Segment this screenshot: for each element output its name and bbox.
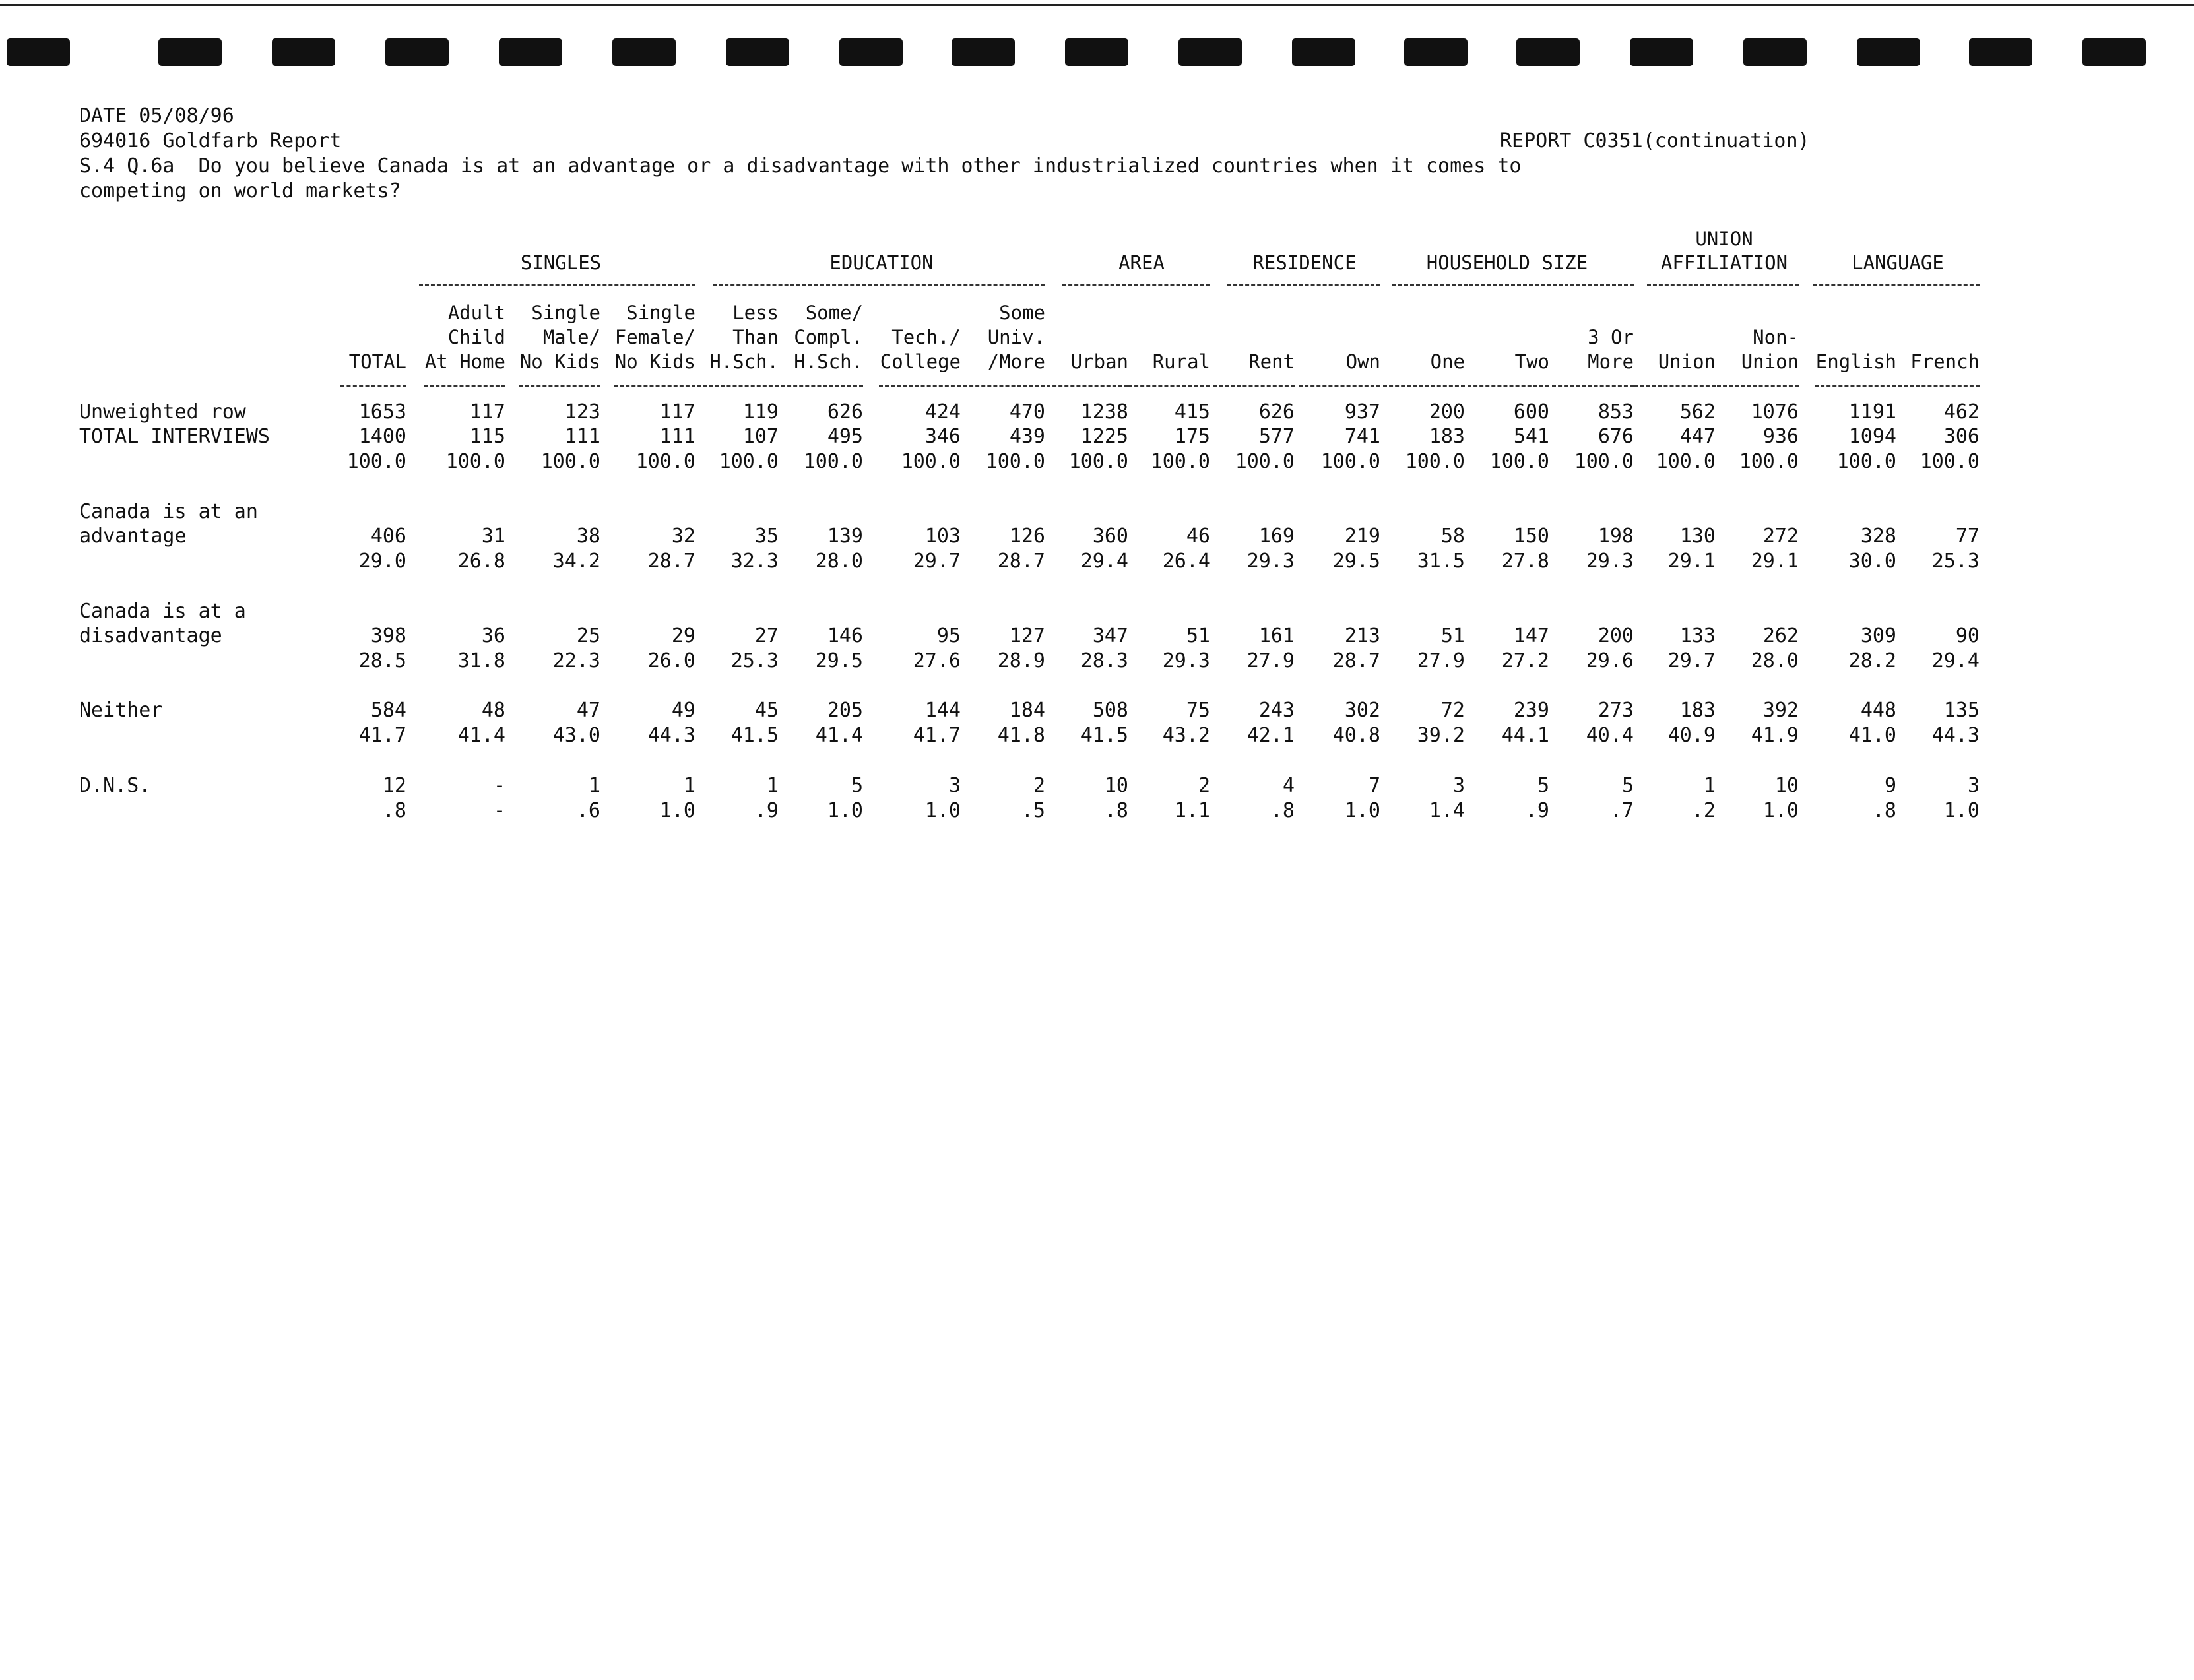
table-cell: 46 (1186, 525, 1210, 548)
table-cell: 29.6 (1586, 649, 1634, 672)
column-underline (697, 385, 779, 387)
row-label: Neither (79, 699, 163, 722)
table-cell: 10 (1774, 774, 1799, 797)
feed-hole (1292, 38, 1355, 66)
table-cell: 1.0 (659, 799, 695, 822)
table-cell: 29.7 (913, 550, 961, 573)
row-label: advantage (79, 525, 187, 548)
table-cell: 41.5 (1080, 724, 1128, 747)
table-cell: 1191 (1848, 401, 1896, 424)
table-cell: 541 (1513, 425, 1549, 448)
table-cell: 273 (1597, 699, 1634, 722)
table-cell: 1076 (1751, 401, 1799, 424)
table-cell: 25.3 (1931, 550, 1980, 573)
table-cell: 100.0 (1405, 450, 1465, 473)
table-cell: 100.0 (1150, 450, 1210, 473)
table-cell: 146 (827, 624, 863, 647)
table-cell: 1.0 (1762, 799, 1799, 822)
table-cell: 27.9 (1417, 649, 1465, 672)
column-header: Single Male/ No Kids (519, 302, 600, 373)
table-cell: 309 (1860, 624, 1896, 647)
table-cell: 200 (1429, 401, 1465, 424)
feed-hole (7, 38, 70, 66)
row-label: TOTAL INTERVIEWS (79, 425, 270, 448)
table-cell: 49 (671, 699, 695, 722)
table-cell: 119 (742, 401, 779, 424)
table-cell: 415 (1174, 401, 1210, 424)
group-underline (1227, 284, 1380, 286)
table-cell: .8 (1104, 799, 1128, 822)
group-underline (1062, 284, 1210, 286)
table-cell: .2 (1691, 799, 1716, 822)
table-cell: 3 (1967, 774, 1980, 797)
table-cell: 144 (924, 699, 961, 722)
table-cell: 936 (1762, 425, 1799, 448)
column-underline (1299, 385, 1380, 387)
column-underline (1717, 385, 1799, 387)
table-cell: 100.0 (635, 450, 695, 473)
feed-hole (499, 38, 562, 66)
feed-hole (272, 38, 335, 66)
column-underline (1468, 385, 1549, 387)
column-underline (781, 385, 863, 387)
row-label: D.N.S. (79, 774, 151, 797)
table-cell: 41.7 (358, 724, 406, 747)
table-cell: 10 (1104, 774, 1128, 797)
column-underline (1815, 385, 1896, 387)
group-header: HOUSEHOLD SIZE (1426, 251, 1588, 274)
feed-hole (1404, 38, 1468, 66)
table-cell: 117 (659, 401, 695, 424)
table-cell: 5 (1537, 774, 1549, 797)
table-cell: .6 (576, 799, 600, 822)
column-underline (1047, 385, 1128, 387)
table-cell: .7 (1609, 799, 1634, 822)
table-cell: 1238 (1080, 401, 1128, 424)
table-cell: 27 (754, 624, 779, 647)
table-cell: 1.0 (827, 799, 863, 822)
table-cell: 127 (1009, 624, 1045, 647)
table-cell: 31.8 (457, 649, 505, 672)
table-cell: 43.2 (1162, 724, 1210, 747)
table-cell: 4 (1282, 774, 1295, 797)
table-cell: 200 (1597, 624, 1634, 647)
feed-hole (1178, 38, 1242, 66)
table-cell: 107 (742, 425, 779, 448)
column-underline (963, 385, 1045, 387)
group-header: EDUCATION (829, 251, 934, 274)
table-cell: 25 (576, 624, 600, 647)
table-cell: 198 (1597, 525, 1634, 548)
table-cell: 1.0 (1344, 799, 1380, 822)
table-cell: 562 (1679, 401, 1716, 424)
table-cell: 12 (382, 774, 406, 797)
table-cell: 346 (924, 425, 961, 448)
column-header: Non- Union (1741, 326, 1799, 373)
table-cell: 205 (827, 699, 863, 722)
column-header: Union (1658, 350, 1716, 373)
feed-hole (385, 38, 449, 66)
column-underline (424, 385, 505, 387)
table-cell: 72 (1440, 699, 1465, 722)
feed-hole (1743, 38, 1807, 66)
group-header: UNION AFFILIATION (1660, 228, 1788, 274)
table-cell: 7 (1368, 774, 1380, 797)
table-cell: 439 (1009, 425, 1045, 448)
table-cell: 75 (1186, 699, 1210, 722)
table-cell: .9 (754, 799, 779, 822)
table-cell: 44.3 (1931, 724, 1980, 747)
table-cell: 126 (1009, 525, 1045, 548)
table-cell: .8 (1270, 799, 1295, 822)
table-cell: 100.0 (540, 450, 600, 473)
group-header: SINGLES (520, 251, 602, 274)
table-cell: 103 (924, 525, 961, 548)
table-cell: 29.5 (1332, 550, 1380, 573)
table-cell: 41.4 (457, 724, 505, 747)
table-cell: 27.9 (1246, 649, 1295, 672)
table-cell: 25.3 (730, 649, 779, 672)
table-cell: 41.0 (1848, 724, 1896, 747)
table-cell: 100.0 (1836, 450, 1896, 473)
table-cell: 29.7 (1667, 649, 1716, 672)
table-cell: 1 (766, 774, 779, 797)
column-header: Some/ Compl. H.Sch. (794, 302, 863, 373)
table-cell: 1 (683, 774, 695, 797)
group-underline (419, 284, 695, 286)
table-cell: .8 (382, 799, 406, 822)
table-cell: 39.2 (1417, 724, 1465, 747)
table-cell: 95 (936, 624, 961, 647)
table-cell: 41.8 (997, 724, 1045, 747)
row-label: Unweighted row (79, 401, 246, 424)
table-cell: 272 (1762, 525, 1799, 548)
table-cell: 495 (827, 425, 863, 448)
table-cell: 100.0 (346, 450, 406, 473)
table-cell: 115 (469, 425, 505, 448)
top-edge-line (0, 4, 2194, 6)
column-header: Tech./ College (880, 326, 961, 373)
column-header: Single Female/ No Kids (614, 302, 695, 373)
column-header: Two (1514, 350, 1549, 373)
table-cell: 28.7 (1332, 649, 1380, 672)
question-text-line2: competing on world markets? (79, 179, 401, 203)
report-name: 694016 Goldfarb Report (79, 129, 342, 152)
table-cell: - (493, 799, 505, 822)
feed-hole (1969, 38, 2032, 66)
table-cell: 100.0 (1320, 450, 1380, 473)
table-cell: 169 (1258, 525, 1295, 548)
table-cell: 32.3 (730, 550, 779, 573)
table-cell: 27.6 (913, 649, 961, 672)
column-header: Some Univ. /More (987, 302, 1045, 373)
table-cell: 328 (1860, 525, 1896, 548)
column-underline (1552, 385, 1634, 387)
table-cell: 175 (1174, 425, 1210, 448)
table-cell: 29.4 (1080, 550, 1128, 573)
table-cell: 26.4 (1162, 550, 1210, 573)
table-cell: 508 (1092, 699, 1128, 722)
column-header: English (1815, 350, 1896, 373)
table-cell: 29.3 (1246, 550, 1295, 573)
table-cell: 1.4 (1429, 799, 1465, 822)
column-header: Adult Child At Home (424, 302, 505, 373)
table-cell: 398 (370, 624, 406, 647)
table-cell: 31 (481, 525, 505, 548)
column-underline (1128, 385, 1210, 387)
table-cell: 100.0 (1489, 450, 1549, 473)
group-underline (1813, 284, 1980, 286)
table-cell: 600 (1513, 401, 1549, 424)
table-cell: 100.0 (901, 450, 961, 473)
table-cell: 1.0 (924, 799, 961, 822)
table-cell: 51 (1186, 624, 1210, 647)
column-header: Less Than H.Sch. (709, 302, 779, 373)
feed-hole (1065, 38, 1128, 66)
table-cell: 77 (1955, 525, 1980, 548)
table-cell: 22.3 (552, 649, 600, 672)
table-cell: 28.0 (1751, 649, 1799, 672)
table-cell: 41.5 (730, 724, 779, 747)
table-cell: 2 (1033, 774, 1045, 797)
table-cell: 147 (1513, 624, 1549, 647)
table-cell: 3 (1452, 774, 1465, 797)
group-header: AREA (1118, 251, 1165, 274)
table-cell: 27.2 (1501, 649, 1549, 672)
table-cell: 937 (1344, 401, 1380, 424)
row-label: disadvantage (79, 624, 222, 647)
column-header: TOTAL (348, 350, 406, 373)
table-cell: 28.7 (997, 550, 1045, 573)
table-cell: 1653 (358, 401, 406, 424)
table-cell: 40.4 (1586, 724, 1634, 747)
feed-hole (839, 38, 903, 66)
table-cell: 100.0 (1920, 450, 1980, 473)
table-cell: 29.3 (1162, 649, 1210, 672)
table-cell: 1225 (1080, 425, 1128, 448)
column-header: French (1910, 350, 1980, 373)
table-cell: 219 (1344, 525, 1380, 548)
column-underline (340, 385, 406, 387)
table-cell: 28.0 (815, 550, 863, 573)
table-cell: 32 (671, 525, 695, 548)
table-cell: 100.0 (719, 450, 779, 473)
table-cell: 45 (754, 699, 779, 722)
column-underline (614, 385, 695, 387)
table-cell: 130 (1679, 525, 1716, 548)
table-cell: 28.3 (1080, 649, 1128, 672)
table-cell: 42.1 (1246, 724, 1295, 747)
table-cell: 406 (370, 525, 406, 548)
report-date: DATE 05/08/96 (79, 104, 234, 127)
table-cell: 1 (588, 774, 600, 797)
table-cell: 28.7 (647, 550, 695, 573)
table-cell: 100.0 (445, 450, 505, 473)
table-cell: 41.4 (815, 724, 863, 747)
table-cell: 626 (827, 401, 863, 424)
table-cell: 29.5 (815, 649, 863, 672)
feed-hole (612, 38, 676, 66)
table-cell: 1.0 (1943, 799, 1980, 822)
column-underline (1383, 385, 1465, 387)
report-id: REPORT C0351(continuation) (1500, 129, 1810, 152)
column-underline (1634, 385, 1716, 387)
table-cell: 853 (1597, 401, 1634, 424)
table-cell: 111 (564, 425, 600, 448)
table-cell: 213 (1344, 624, 1380, 647)
table-cell: 183 (1429, 425, 1465, 448)
table-cell: 243 (1258, 699, 1295, 722)
table-cell: 133 (1679, 624, 1716, 647)
table-cell: 26.8 (457, 550, 505, 573)
table-cell: 44.1 (1501, 724, 1549, 747)
table-cell: 40.8 (1332, 724, 1380, 747)
table-cell: 27.8 (1501, 550, 1549, 573)
table-cell: 5 (851, 774, 863, 797)
table-cell: 100.0 (985, 450, 1045, 473)
table-cell: 392 (1762, 699, 1799, 722)
row-label: Canada is at an (79, 500, 258, 523)
table-cell: 239 (1513, 699, 1549, 722)
table-cell: 448 (1860, 699, 1896, 722)
table-cell: 29.1 (1751, 550, 1799, 573)
table-cell: 584 (370, 699, 406, 722)
table-cell: 29.4 (1931, 649, 1980, 672)
group-header: RESIDENCE (1252, 251, 1357, 274)
column-header: One (1430, 350, 1465, 373)
table-cell: 1094 (1848, 425, 1896, 448)
table-cell: 302 (1344, 699, 1380, 722)
table-cell: 360 (1092, 525, 1128, 548)
table-cell: 111 (659, 425, 695, 448)
table-cell: .5 (1021, 799, 1045, 822)
table-cell: 306 (1943, 425, 1980, 448)
table-cell: - (493, 774, 505, 797)
table-cell: 1 (1703, 774, 1716, 797)
table-cell: .9 (1525, 799, 1549, 822)
feed-hole (1630, 38, 1693, 66)
table-cell: 676 (1597, 425, 1634, 448)
table-cell: 58 (1440, 525, 1465, 548)
table-cell: 100.0 (1656, 450, 1716, 473)
group-underline (1647, 284, 1799, 286)
table-cell: 150 (1513, 525, 1549, 548)
table-cell: 161 (1258, 624, 1295, 647)
table-cell: 117 (469, 401, 505, 424)
feed-hole (1516, 38, 1580, 66)
table-cell: 30.0 (1848, 550, 1896, 573)
feed-hole (2082, 38, 2146, 66)
feed-hole (726, 38, 789, 66)
table-cell: 100.0 (1235, 450, 1295, 473)
column-underline (1898, 385, 1980, 387)
row-label: Canada is at a (79, 600, 246, 623)
table-cell: 100.0 (1739, 450, 1799, 473)
table-cell: 29 (671, 624, 695, 647)
table-cell: 2 (1198, 774, 1210, 797)
table-cell: 100.0 (1574, 450, 1634, 473)
table-cell: 447 (1679, 425, 1716, 448)
table-cell: 577 (1258, 425, 1295, 448)
table-cell: 741 (1344, 425, 1380, 448)
table-cell: 9 (1884, 774, 1896, 797)
tractor-feed-holes (0, 38, 2194, 66)
table-cell: 29.3 (1586, 550, 1634, 573)
table-cell: 28.9 (997, 649, 1045, 672)
table-cell: 48 (481, 699, 505, 722)
column-header: Urban (1070, 350, 1128, 373)
table-cell: 38 (576, 525, 600, 548)
table-cell: 41.9 (1751, 724, 1799, 747)
table-cell: 40.9 (1667, 724, 1716, 747)
table-cell: 3 (948, 774, 961, 797)
table-cell: 135 (1943, 699, 1980, 722)
table-cell: 90 (1955, 624, 1980, 647)
table-cell: 51 (1440, 624, 1465, 647)
table-cell: 1400 (358, 425, 406, 448)
column-header: Own (1345, 350, 1380, 373)
table-cell: 123 (564, 401, 600, 424)
column-underline (879, 385, 961, 387)
feed-hole (952, 38, 1015, 66)
table-cell: 347 (1092, 624, 1128, 647)
group-underline (713, 284, 1045, 286)
table-cell: 100.0 (1068, 450, 1128, 473)
column-header: 3 Or More (1588, 326, 1634, 373)
table-cell: 31.5 (1417, 550, 1465, 573)
table-cell: 262 (1762, 624, 1799, 647)
column-header: Rent (1248, 350, 1295, 373)
table-cell: 28.5 (358, 649, 406, 672)
table-cell: 44.3 (647, 724, 695, 747)
table-cell: 29.0 (358, 550, 406, 573)
table-cell: 462 (1943, 401, 1980, 424)
table-cell: 184 (1009, 699, 1045, 722)
table-cell: 139 (827, 525, 863, 548)
table-cell: 36 (481, 624, 505, 647)
table-cell: 183 (1679, 699, 1716, 722)
group-header: LANGUAGE (1852, 251, 1944, 274)
table-cell: 26.0 (647, 649, 695, 672)
table-cell: .8 (1872, 799, 1896, 822)
question-text-line1: S.4 Q.6a Do you believe Canada is at an advantage or a disadvantage with other industrialized countries when it comes to (79, 154, 1522, 178)
table-cell: 29.1 (1667, 550, 1716, 573)
table-cell: 470 (1009, 401, 1045, 424)
feed-hole (1857, 38, 1920, 66)
table-cell: 35 (754, 525, 779, 548)
table-cell: 424 (924, 401, 961, 424)
column-underline (1213, 385, 1295, 387)
feed-hole (158, 38, 222, 66)
table-cell: 1.1 (1174, 799, 1210, 822)
table-cell: 47 (576, 699, 600, 722)
column-underline (519, 385, 600, 387)
table-cell: 100.0 (803, 450, 863, 473)
table-cell: 626 (1258, 401, 1295, 424)
group-underline (1392, 284, 1634, 286)
table-cell: 5 (1621, 774, 1634, 797)
table-cell: 34.2 (552, 550, 600, 573)
table-cell: 43.0 (552, 724, 600, 747)
table-cell: 28.2 (1848, 649, 1896, 672)
column-header: Rural (1152, 350, 1210, 373)
table-cell: 41.7 (913, 724, 961, 747)
